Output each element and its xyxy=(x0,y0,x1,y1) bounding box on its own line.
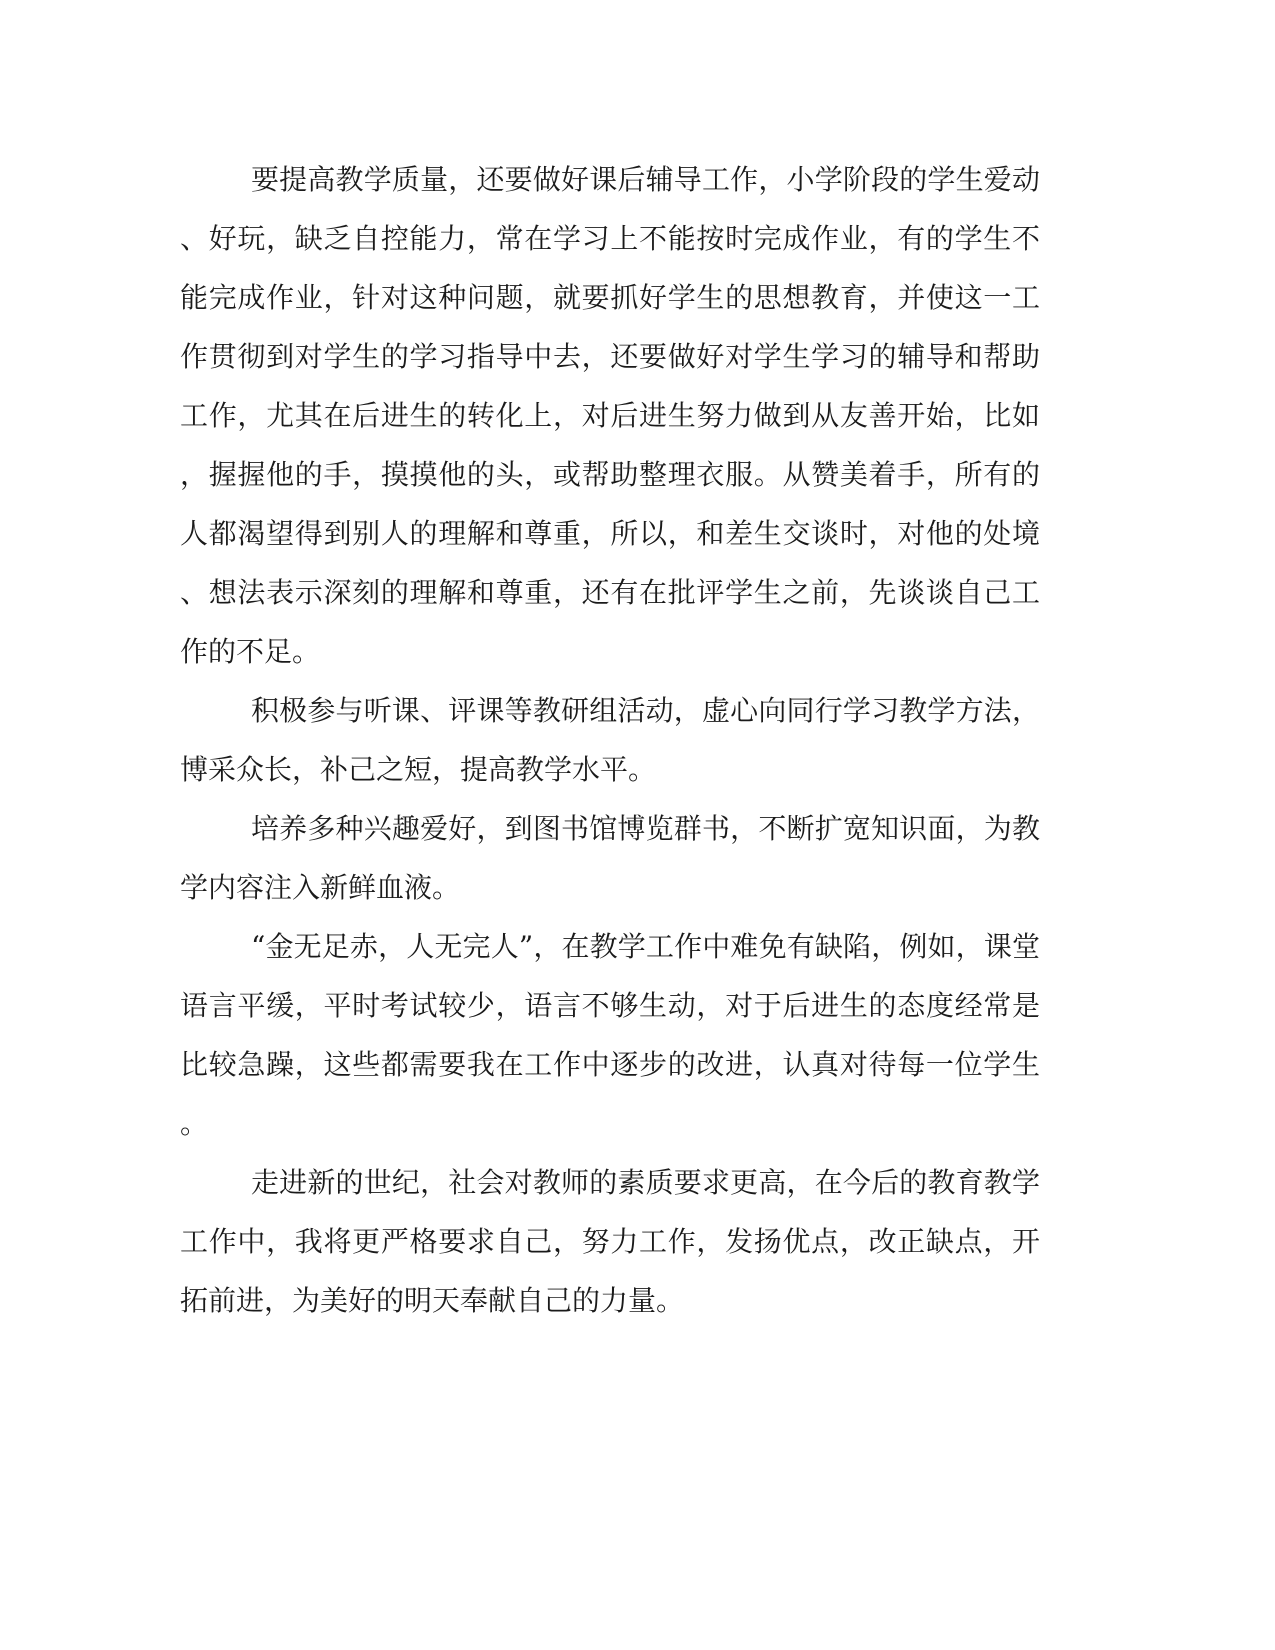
paragraph-3-line-2: 学内容注入新鲜血液。 xyxy=(180,871,461,904)
paragraph-4-line-4: 。 xyxy=(180,1107,209,1140)
paragraph-5-line-2: 工作中，我将更严格要求自己，努力工作，发扬优点，改正缺点，开 xyxy=(180,1225,1040,1258)
paragraph-3-line-1: 培养多种兴趣爱好，到图书馆博览群书，不断扩宽知识面，为教 xyxy=(251,812,1040,845)
paragraph-5-line-3: 拓前进，为美好的明天奉献自己的力量。 xyxy=(180,1284,685,1317)
paragraph-1-line-3: 能完成作业，针对这种问题，就要抓好学生的思想教育，并使这一工 xyxy=(180,281,1040,314)
paragraph-1-line-2: 、好玩，缺乏自控能力，常在学习上不能按时完成作业，有的学生不 xyxy=(180,222,1040,255)
paragraph-2-line-1: 积极参与听课、评课等教研组活动，虚心向同行学习教学方法， xyxy=(251,694,1040,727)
paragraph-1-line-9: 作的不足。 xyxy=(180,635,321,668)
paragraph-1-line-4: 作贯彻到对学生的学习指导中去，还要做好对学生学习的辅导和帮助 xyxy=(180,340,1040,373)
paragraph-4-line-3: 比较急躁，这些都需要我在工作中逐步的改进，认真对待每一位学生 xyxy=(180,1048,1040,1081)
paragraph-2-line-2: 博采众长，补己之短，提高教学水平。 xyxy=(180,753,657,786)
paragraph-1-line-1: 要提高教学质量，还要做好课后辅导工作，小学阶段的学生爱动 xyxy=(251,163,1040,196)
paragraph-4-line-1: “金无足赤，人无完人”，在教学工作中难免有缺陷，例如，课堂 xyxy=(251,930,1040,963)
paragraph-1-line-5: 工作，尤其在后进生的转化上，对后进生努力做到从友善开始，比如 xyxy=(180,399,1040,432)
paragraph-1-line-8: 、想法表示深刻的理解和尊重，还有在批评学生之前，先谈谈自己工 xyxy=(180,576,1040,609)
paragraph-1-line-6: ，握握他的手，摸摸他的头，或帮助整理衣服。从赞美着手，所有的 xyxy=(180,458,1040,491)
paragraph-1-line-7: 人都渴望得到别人的理解和尊重，所以，和差生交谈时，对他的处境 xyxy=(180,517,1040,550)
paragraph-5-line-1: 走进新的世纪，社会对教师的素质要求更高，在今后的教育教学 xyxy=(251,1166,1040,1199)
paragraph-4-line-2: 语言平缓，平时考试较少，语言不够生动，对于后进生的态度经常是 xyxy=(180,989,1040,1022)
